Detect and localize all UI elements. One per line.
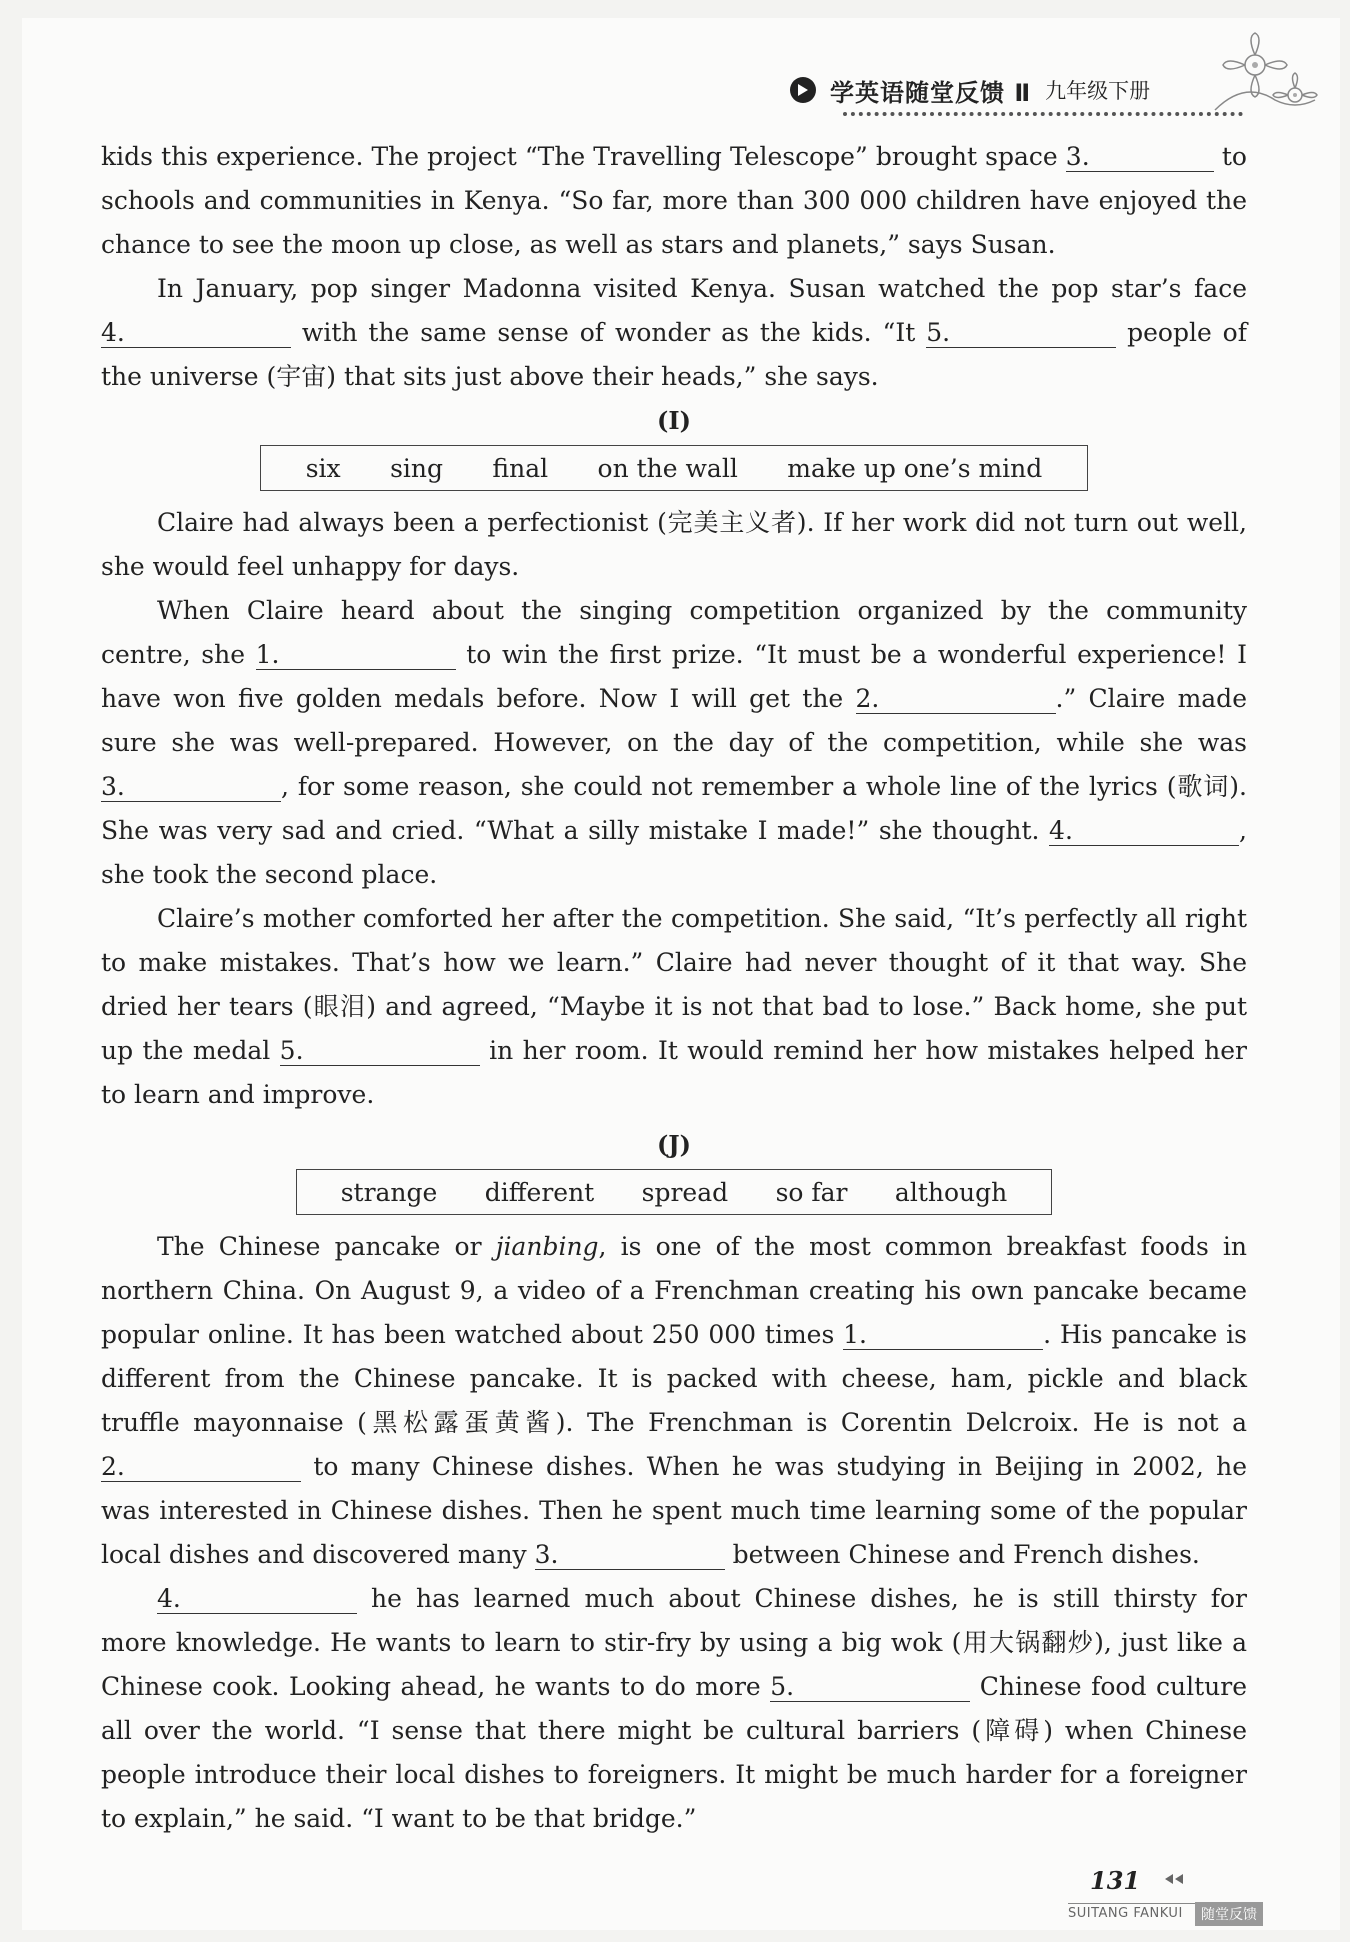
flower-decoration-icon <box>1205 30 1325 130</box>
footer-brand-badge: 随堂反馈 <box>1195 1902 1263 1926</box>
answer-blank-2[interactable]: 2. <box>101 1453 301 1482</box>
section-j-word-box <box>296 1169 1052 1215</box>
passage-text: , she took the second place. <box>101 816 1247 889</box>
word-option: so far <box>775 1177 848 1207</box>
answer-blank-3[interactable]: 3. <box>101 773 281 802</box>
passage-text: he has learned much about Chinese dishes, he is still thirsty for more knowledge. He wants to learn to stir-fry by using a big wok (用大锅翻炒), just like a Chinese cook. Looking ahead, he wants to do more <box>101 1584 1247 1701</box>
word-option: final <box>492 453 549 483</box>
answer-blank-2[interactable]: 2. <box>856 685 1056 714</box>
word-option: strange <box>340 1177 438 1207</box>
paragraph <box>101 897 1247 1117</box>
passage-text: between Chinese and French dishes. <box>724 1540 1200 1569</box>
answer-blank-5[interactable]: 5. <box>280 1037 480 1066</box>
section-i-label: (I) <box>657 406 691 435</box>
passage-text: in her room. It would remind her how mistakes helped her to learn and improve. <box>101 1036 1247 1109</box>
page-header <box>790 70 1150 110</box>
word-option: make up one’s mind <box>787 453 1043 483</box>
word-option: different <box>484 1177 595 1207</box>
paragraph <box>101 1225 1247 1577</box>
passage-text: to many Chinese dishes. When he was studying in Beijing in 2002, he was interested in Chinese dishes. Then he spent much time learning some of the popular local dishes and discovered many <box>101 1452 1247 1569</box>
word-option: sing <box>390 453 443 483</box>
answer-blank-4[interactable]: 4. <box>157 1585 357 1614</box>
passage-text: .” Claire made sure she was well-prepared. However, on the day of the competition, while she was <box>101 684 1247 757</box>
section-j-label: (J) <box>656 1130 692 1159</box>
answer-blank-3[interactable]: 3. <box>1066 143 1214 172</box>
answer-blank-4[interactable]: 4. <box>1049 817 1239 846</box>
answer-blank-4[interactable]: 4. <box>101 319 291 348</box>
word-option: six <box>305 453 341 483</box>
word-option: although <box>894 1177 1008 1207</box>
word-option: on the wall <box>597 453 738 483</box>
passage-text: The Chinese pancake or <box>157 1232 496 1261</box>
passage-text: kids this experience. The project “The Travelling Telescope” brought space <box>101 142 1066 171</box>
exercise-content <box>101 135 1247 1841</box>
footer-brand-en: SUITANG FANKUI <box>1068 1906 1183 1921</box>
passage-text: to win the first prize. “It must be a wonderful experience! I have won five golden medals before. Now I will get the <box>101 640 1247 713</box>
passage-text: Claire’s mother comforted her after the competition. She said, “It’s perfectly all right to make mistakes. That’s how we learn.” Claire had never thought of it that way. She dried her tears (眼泪) and agreed, “Maybe it is not that bad to lose.” Back home, she put up the medal <box>101 904 1247 1065</box>
page-number: 131 <box>1090 1866 1141 1895</box>
passage-text: Claire had always been a perfectionist (完美主义者). If her work did not turn out well, she would feel unhappy for days. <box>101 508 1247 581</box>
answer-blank-3[interactable]: 3. <box>535 1541 725 1570</box>
answer-blank-1[interactable]: 1. <box>843 1321 1043 1350</box>
passage-text: , is one of the most common breakfast foods in northern China. On August 9, a video of a Frenchman creating his own pancake became popular online. It has been watched about 250 000 times <box>101 1232 1248 1349</box>
grade-label: 九年级下册 <box>1045 79 1151 103</box>
passage-text: In January, pop singer Madonna visited Kenya. Susan watched the pop star’s face <box>157 274 1247 303</box>
answer-blank-1[interactable]: 1. <box>256 641 456 670</box>
passage-text: to schools and communities in Kenya. “So far, more than 300 000 children have enjoyed the chance to see the moon up close, as well as stars and planets,” says Susan. <box>101 142 1247 259</box>
section-j-passage <box>101 1225 1247 1841</box>
paragraph <box>101 501 1247 589</box>
passage-text: , for some reason, she could not remember a whole line of the lyrics (歌词). She was very sad and cried. “What a silly mistake I made!” she thought. <box>101 772 1247 845</box>
book-title: 学英语随堂反馈 Ⅱ <box>830 78 1032 107</box>
header-dotted-rule <box>843 112 1243 116</box>
passage-text: . His pancake is different from the Chinese pancake. It is packed with cheese, ham, pickle and black truffle mayonnaise (黑松露蛋黄酱). The Frenchman is Corentin Delcroix. He is not a <box>101 1320 1247 1437</box>
answer-blank-5[interactable]: 5. <box>770 1673 970 1702</box>
passage-text: with the same sense of wonder as the kids. “It <box>291 318 927 347</box>
play-icon <box>790 77 816 103</box>
section-i-passage <box>101 501 1247 1117</box>
answer-blank-5[interactable]: 5. <box>926 319 1116 348</box>
passage-text: When Claire heard about the singing competition organized by the community centre, she <box>101 596 1247 669</box>
double-arrow-left-icon <box>1163 1873 1185 1885</box>
section-i-word-box <box>260 445 1088 491</box>
paragraph <box>101 135 1247 267</box>
section-h-continued <box>101 135 1247 399</box>
footer-rule <box>1068 1903 1198 1904</box>
paragraph <box>101 1577 1247 1841</box>
passage-text: people of the universe (宇宙) that sits just above their heads,” she says. <box>101 318 1247 391</box>
paragraph <box>101 267 1247 399</box>
word-option: spread <box>641 1177 729 1207</box>
passage-text: Chinese food culture all over the world. “I sense that there might be cultural barriers (障碍) when Chinese people introduce their local dishes to foreigners. It might be much harder for a foreigner to explain,” he said. “I want to be that bridge.” <box>101 1672 1247 1833</box>
italic-term: jianbing <box>495 1232 599 1261</box>
paragraph <box>101 589 1247 897</box>
